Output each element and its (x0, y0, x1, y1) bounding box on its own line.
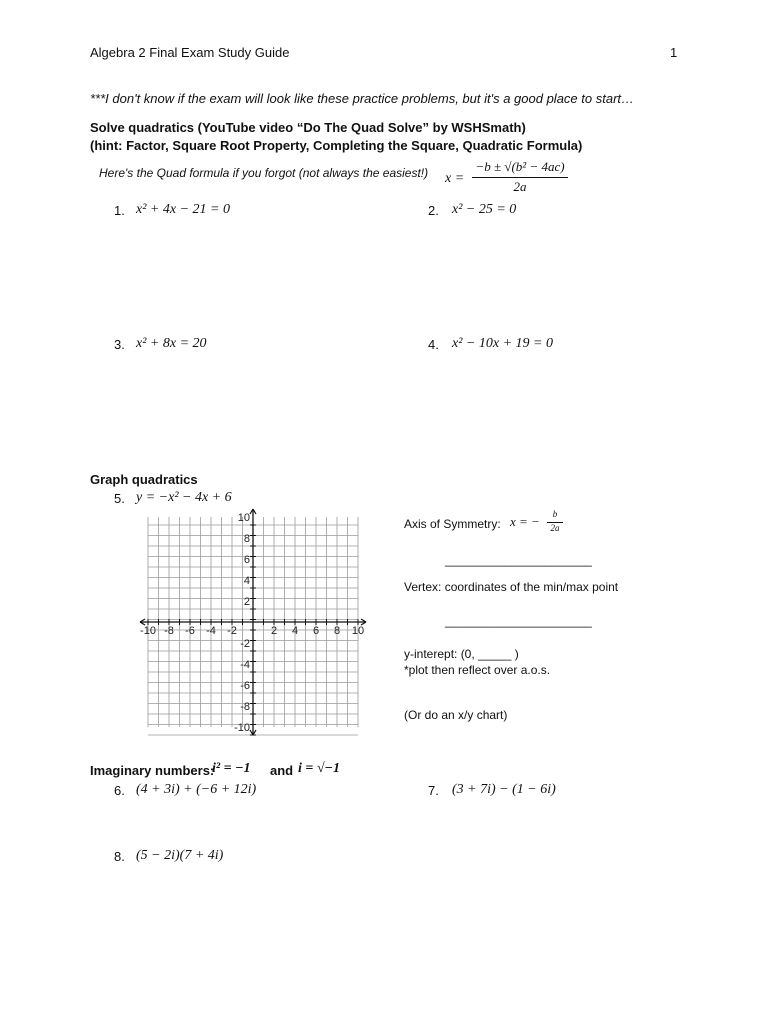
x-tick-label: 6 (312, 625, 320, 637)
aos-numerator: b (552, 509, 558, 519)
x-tick-label: -4 (206, 625, 216, 637)
vertex-answer-blank[interactable]: ______________________ (445, 614, 592, 628)
axes (140, 509, 366, 735)
formula-fraction-bar (472, 177, 568, 178)
problem-expression: (5 − 2i)(7 + 4i) (136, 848, 224, 863)
problem-number: 4. (428, 337, 439, 352)
imaginary-definition-2: i = √−1 (298, 761, 341, 776)
page-number: 1 (670, 45, 678, 60)
imaginary-definition-1: i² = −1 (212, 761, 251, 776)
y-tick-label: -6 (240, 680, 250, 692)
axis-of-symmetry-label: Axis of Symmetry: (404, 517, 501, 531)
y-tick-label: -8 (240, 701, 250, 713)
y-tick-label: 6 (243, 554, 250, 566)
formula-lhs: x = (445, 171, 465, 186)
y-tick-label: 10 (237, 512, 250, 524)
problem-number: 1. (114, 203, 125, 218)
section-heading-quadratics: Solve quadratics (YouTube video “Do The Quad Solve” by WSHSmath) (90, 120, 526, 135)
formula-note: Here's the Quad formula if you forgot (not always the easiest!) (99, 166, 429, 180)
tick-labels (140, 512, 364, 734)
x-tick-label: -8 (164, 625, 174, 637)
x-tick-label: -2 (227, 625, 237, 637)
formula-numerator: −b ± √(b² − 4ac) (475, 159, 565, 174)
y-tick-label: -4 (240, 659, 250, 671)
vertex-label: Vertex: coordinates of the min/max point (404, 580, 619, 594)
document-title: Algebra 2 Final Exam Study Guide (90, 45, 290, 60)
x-tick-label: 2 (270, 625, 278, 637)
problem-number: 7. (428, 783, 439, 798)
x-tick-label: 10 (351, 625, 365, 637)
problem-expression: x² − 25 = 0 (452, 202, 517, 217)
problem-number: 6. (114, 783, 125, 798)
x-tick-label: 8 (333, 625, 341, 637)
problem-expression: y = −x² − 4x + 6 (136, 490, 232, 505)
y-tick-label: 8 (243, 533, 250, 545)
xy-chart-note: (Or do an x/y chart) (404, 708, 508, 722)
section-heading-imaginary: Imaginary numbers: (90, 763, 215, 778)
aos-formula-lhs: x = − (510, 514, 540, 529)
y-tick-label: 4 (243, 575, 250, 587)
x-tick-label: 4 (291, 625, 299, 637)
problem-expression: (4 + 3i) + (−6 + 12i) (136, 782, 257, 797)
coordinate-grid (128, 505, 373, 745)
intro-note: ***I don't know if the exam will look like these practice problems, but it's a good place to start… (90, 91, 635, 106)
x-tick-label: -6 (185, 625, 195, 637)
section-heading-graph: Graph quadratics (90, 472, 198, 487)
problem-expression: x² + 8x = 20 (136, 336, 207, 351)
aos-answer-blank[interactable]: ______________________ (445, 553, 592, 567)
section-hint: (hint: Factor, Square Root Property, Completing the Square, Quadratic Formula) (90, 138, 583, 153)
formula-denominator: 2a (513, 179, 527, 194)
reflect-note: *plot then reflect over a.o.s. (404, 663, 551, 677)
problem-number: 3. (114, 337, 125, 352)
y-intercept-label: y-interept: (0, _____ ) (404, 647, 519, 661)
problem-expression: (3 + 7i) − (1 − 6i) (452, 782, 556, 797)
y-tick-label: -10 (234, 722, 250, 734)
y-tick-label: -2 (240, 638, 250, 650)
and-text: and (270, 763, 294, 778)
problem-number: 2. (428, 203, 439, 218)
problem-expression: x² − 10x + 19 = 0 (452, 336, 553, 351)
x-tick-label: -10 (140, 625, 156, 637)
problem-number: 8. (114, 849, 125, 864)
problem-number: 5. (114, 491, 125, 506)
y-tick-label: 2 (243, 596, 250, 608)
aos-denominator: 2a (550, 523, 560, 533)
problem-expression: x² + 4x − 21 = 0 (136, 202, 230, 217)
